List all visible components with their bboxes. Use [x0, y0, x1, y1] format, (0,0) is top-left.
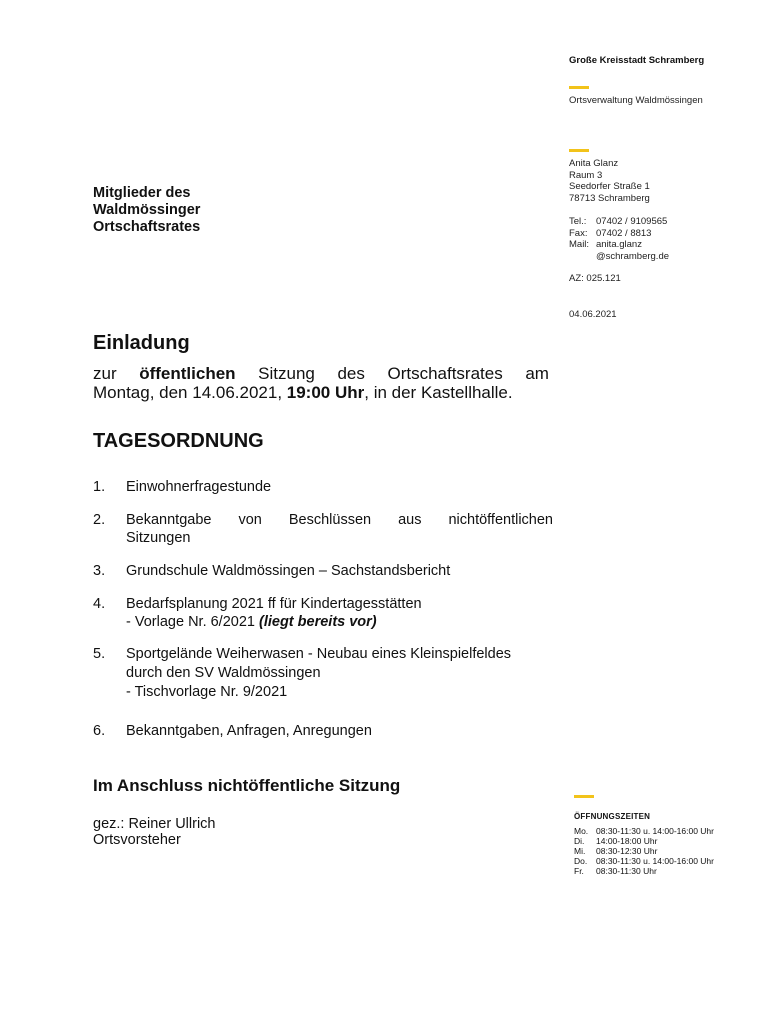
agenda-note: (liegt bereits vor)	[259, 614, 377, 630]
agenda-number: 1.	[93, 479, 106, 495]
opening-hours-row	[574, 866, 714, 876]
signature-name: gez.: Reiner Ullrich	[93, 816, 216, 832]
department-name: Ortsverwaltung Waldmössingen	[569, 95, 703, 106]
organization-name: Große Kreisstadt Schramberg	[569, 55, 705, 66]
contact-street: Seedorfer Straße 1	[569, 181, 650, 192]
agenda-item	[93, 722, 553, 740]
agenda-word: Bekanntgabe	[126, 512, 212, 528]
intro-word: Sitzung	[258, 364, 315, 383]
letter-date: 04.06.2021	[569, 309, 617, 320]
opening-hours-day: Do.	[574, 856, 588, 866]
fax-label: Fax:	[569, 227, 588, 239]
agenda-item	[93, 478, 553, 496]
invitation-heading: Einladung	[93, 332, 190, 354]
meeting-time: 19:00 Uhr	[286, 383, 365, 402]
agenda-text: Sitzungen	[126, 530, 191, 546]
opening-hours-day: Mo.	[574, 826, 589, 836]
accent-bar	[569, 86, 589, 89]
opening-hours-time: 08:30-11:30 u. 14:00-16:00 Uhr	[596, 826, 714, 836]
recipient-line: Mitglieder des	[93, 185, 191, 201]
contact-room: Raum 3	[569, 169, 603, 181]
recipient-address	[93, 185, 200, 236]
agenda-number: 6.	[93, 723, 106, 739]
closing-note: Im Anschluss nichtöffentliche Sitzung	[93, 776, 401, 795]
agenda-item	[93, 645, 553, 702]
opening-hours-row	[574, 836, 714, 846]
agenda-number: 2.	[93, 512, 106, 528]
recipient-line: Waldmössinger	[93, 202, 201, 218]
opening-hours-table	[574, 826, 714, 876]
signature-block	[93, 816, 216, 848]
agenda-text: Grundschule Waldmössingen – Sachstandsbericht	[126, 563, 451, 579]
opening-hours-row	[574, 826, 714, 836]
agenda-text: Bekanntgaben, Anfragen, Anregungen	[126, 723, 372, 739]
agenda-word: Beschlüssen	[288, 512, 372, 528]
recipient-line: Ortschaftsrates	[93, 219, 201, 235]
agenda-number: 3.	[93, 563, 106, 579]
opening-hours-day: Di.	[574, 836, 585, 846]
opening-hours-row	[574, 856, 714, 866]
intro-word: zur	[93, 364, 117, 383]
agenda-heading: TAGESORDNUNG	[93, 430, 264, 452]
intro-word: Ortschaftsrates	[387, 364, 503, 383]
opening-hours-time: 14:00-18:00 Uhr	[596, 836, 658, 846]
opening-hours-time: 08:30-11:30 Uhr	[596, 866, 657, 876]
opening-hours-time: 08:30-11:30 u. 14:00-16:00 Uhr	[596, 856, 714, 866]
reference-number: AZ: 025.121	[569, 273, 621, 284]
agenda-word: nichtöffentlichen	[448, 512, 553, 528]
opening-hours-time: 08:30-12:30 Uhr	[596, 846, 658, 856]
invitation-text	[93, 364, 549, 402]
contact-channels	[569, 216, 669, 262]
agenda-item	[93, 562, 553, 580]
contact-city: 78713 Schramberg	[569, 192, 650, 204]
agenda-text: Bedarfsplanung 2021 ff für Kindertagesstätten	[126, 596, 422, 612]
agenda-text: Sportgelände Weiherwasen - Neubau eines Kleinspielfeldes	[126, 646, 512, 662]
agenda-word: aus	[398, 512, 422, 528]
agenda-number: 5.	[93, 646, 106, 662]
mail-address-line1: anita.glanz	[596, 239, 642, 250]
agenda-number: 4.	[93, 596, 106, 612]
mail-address-line2: @schramberg.de	[596, 250, 670, 262]
agenda-item	[93, 511, 553, 547]
accent-bar	[574, 795, 594, 798]
agenda-item	[93, 595, 553, 631]
meeting-location: , in der Kastellhalle.	[364, 383, 513, 402]
intro-word: am	[525, 364, 549, 383]
opening-hours-title: ÖFFNUNGSZEITEN	[574, 812, 651, 821]
opening-hours-day: Fr.	[574, 866, 584, 876]
phone-number: 07402 / 9109565	[596, 216, 668, 227]
agenda-text: durch den SV Waldmössingen	[126, 665, 321, 681]
signature-title: Ortsvorsteher	[93, 832, 181, 848]
mail-label: Mail:	[569, 239, 590, 250]
contact-block	[569, 158, 650, 204]
intro-word: des	[337, 364, 365, 383]
agenda-document-ref: - Vorlage Nr. 6/2021	[126, 614, 259, 630]
accent-bar	[569, 149, 589, 152]
meeting-date: Montag, den 14.06.2021,	[93, 383, 287, 402]
opening-hours-day: Mi.	[574, 846, 586, 856]
opening-hours-row	[574, 846, 714, 856]
fax-number: 07402 / 8813	[596, 227, 652, 239]
agenda-document-ref: - Tischvorlage Nr. 9/2021	[126, 684, 288, 700]
agenda-text: Einwohnerfragestunde	[126, 479, 272, 495]
intro-word-public: öffentlichen	[139, 364, 236, 383]
contact-name: Anita Glanz	[569, 158, 619, 169]
phone-label: Tel.:	[569, 216, 587, 227]
agenda-word: von	[238, 512, 262, 528]
